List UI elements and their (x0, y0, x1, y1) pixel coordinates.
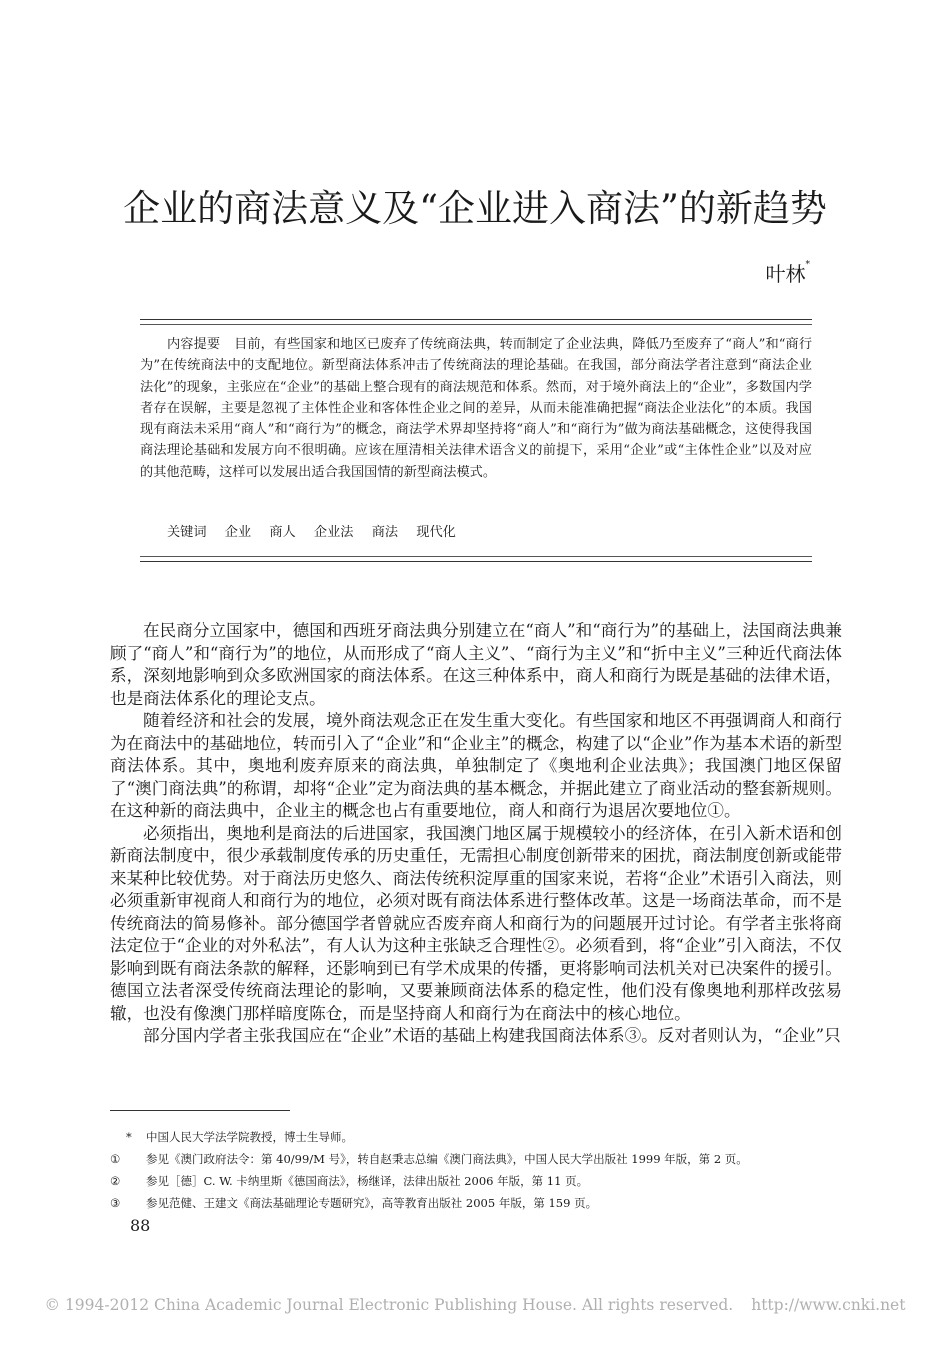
footnote-text: 参见［德］C. W. 卡纳里斯《德国商法》，杨继译，法律出版社 2006 年版，第 11 页。 (146, 1174, 589, 1188)
abstract-bottom-rule (140, 561, 812, 562)
body-paragraph: 在民商分立国家中，德国和西班牙商法典分别建立在“商人”和“商行为”的基础上，法国商法典兼顾了“商人”和“商行为”的地位，从而形成了“商人主义”、“商行为主义”和“折中主义”三种近代商法体系，深刻地影响到众多欧洲国家的商法体系。在这三种体系中，商人和商行为既是基础的法律术语，也是商法体系化的理论支点。 (110, 621, 842, 708)
footnote-text: 参见范健、王建文《商法基础理论专题研究》，高等教育出版社 2005 年版，第 159 页。 (146, 1196, 598, 1210)
abstract (140, 334, 812, 483)
footnote-mark: ② (110, 1174, 121, 1188)
keyword: 商人 (269, 525, 296, 540)
body-paragraph: 随着经济和社会的发展，境外商法观念正在发生重大变化。有些国家和地区不再强调商人和商行为在商法中的基础地位，转而引入了“企业”和“企业主”的概念，构建了以“企业”作为基本术语的新型商法体系。其中，奥地利废弃原来的商法典，单独制定了《奥地利企业法典》；我国澳门地区保留了“澳门商法典”的称谓，却将“企业”定为商法典的基本概念，并据此建立了商业活动的整套新规则。在这种新的商法典中，企业主的概念也占有重要地位，商人和商行为退居次要地位①。 (110, 711, 842, 820)
keyword: 商法 (371, 525, 399, 540)
footnote-separator (110, 1110, 290, 1111)
footnote-text: 参见《澳门政府法令：第 40/99/M 号》，转自赵秉志总编《澳门商法典》，中国人民大学出版社 1999 年版，第 2 页。 (146, 1152, 748, 1166)
copyright-footer (0, 1296, 950, 1314)
footnote (110, 1148, 810, 1170)
article-title: 企业的商法意义及“企业进入商法”的新趋势 (123, 187, 827, 230)
footnote-mark: ① (110, 1152, 121, 1166)
keywords (167, 522, 456, 543)
page-number: 88 (130, 1216, 151, 1235)
keyword: 现代化 (416, 525, 456, 540)
footnote (110, 1192, 810, 1214)
footnote-mark: ③ (110, 1196, 121, 1210)
keyword: 企业法 (313, 525, 354, 540)
abstract-text: 目前，有些国家和地区已废弃了传统商法典，转而制定了企业法典，降低乃至废弃了“商人”和“商行为”在传统商法中的支配地位。新型商法体系冲击了传统商法的理论基础。在我国，部分商法学者注意到“商法企业法化”的现象，主张应在“企业”的基础上整合现有的商法规范和体系。然而，对于境外商法上的“企业”，多数国内学者存在误解，主要是忽视了主体性企业和客体性企业之间的差异，从而未能准确把握“商法企业法化”的本质。我国现有商法未采用“商人”和“商行为”的概念，商法学术界却坚持将“商人”和“商行为”做为商法基础概念，这使得我国商法理论基础和发展方向不很明确。应该在厘清相关法律术语含义的前提下，采用“企业”或“主体性企业”以及对应的其他范畴，这样可以发展出适合我国国情的新型商法模式。 (140, 337, 813, 480)
body-paragraph: 必须指出，奥地利是商法的后进国家，我国澳门地区属于规模较小的经济体，在引入新术语和创新商法制度中，很少承载制度传承的历史重任，无需担心制度创新带来的困扰，商法制度创新或能带来某种比较优势。对于商法历史悠久、商法传统积淀厚重的国家来说，若将“企业”术语引入商法，则必须重新审视商人和商行为的地位，必须对既有商法体系进行整体改革。这是一场商法革命，而不是传统商法的简易修补。部分德国学者曾就应否废弃商人和商行为的问题展开过讨论。有学者主张将商法定位于“企业的对外私法”，有人认为这种主张缺乏合理性②。必须看到，将“企业”引入商法，不仅影响到既有商法条款的解释，还影响到已有学术成果的传播，更将影响司法机关对已决案件的援引。德国立法者深受传统商法理论的影响，又要兼顾商法体系的稳定性，他们没有像奥地利那样改弦易辙，也没有像澳门那样暗度陈仓，而是坚持商人和商行为在商法中的核心地位。 (110, 823, 842, 1023)
author-byline (766, 258, 811, 287)
abstract-bottom-rule-thin (140, 556, 812, 557)
footnote-text: 中国人民大学法学院教授，博士生导师。 (146, 1130, 353, 1144)
footnotes (110, 1126, 810, 1214)
keyword: 企业 (224, 525, 252, 540)
footnote-mark: * (126, 1130, 132, 1144)
copyright-url[interactable]: http://www.cnki.net (751, 1296, 906, 1314)
footnote (110, 1170, 810, 1192)
abstract-top-rule-thin (140, 324, 812, 325)
author-name: 叶林 (765, 262, 806, 286)
footnote (110, 1126, 810, 1148)
keywords-label: 关键词 (167, 525, 207, 540)
article-body (110, 620, 842, 1048)
abstract-top-rule (140, 319, 812, 320)
body-paragraph: 部分国内学者主张我国应在“企业”术语的基础上构建我国商法体系③。反对者则认为，“企业”只 (143, 1026, 841, 1045)
abstract-label: 内容提要 (167, 337, 221, 352)
copyright-text: © 1994-2012 China Academic Journal Electronic Publishing House. All rights reserved. (44, 1296, 734, 1314)
author-footnote-mark: * (805, 260, 810, 270)
